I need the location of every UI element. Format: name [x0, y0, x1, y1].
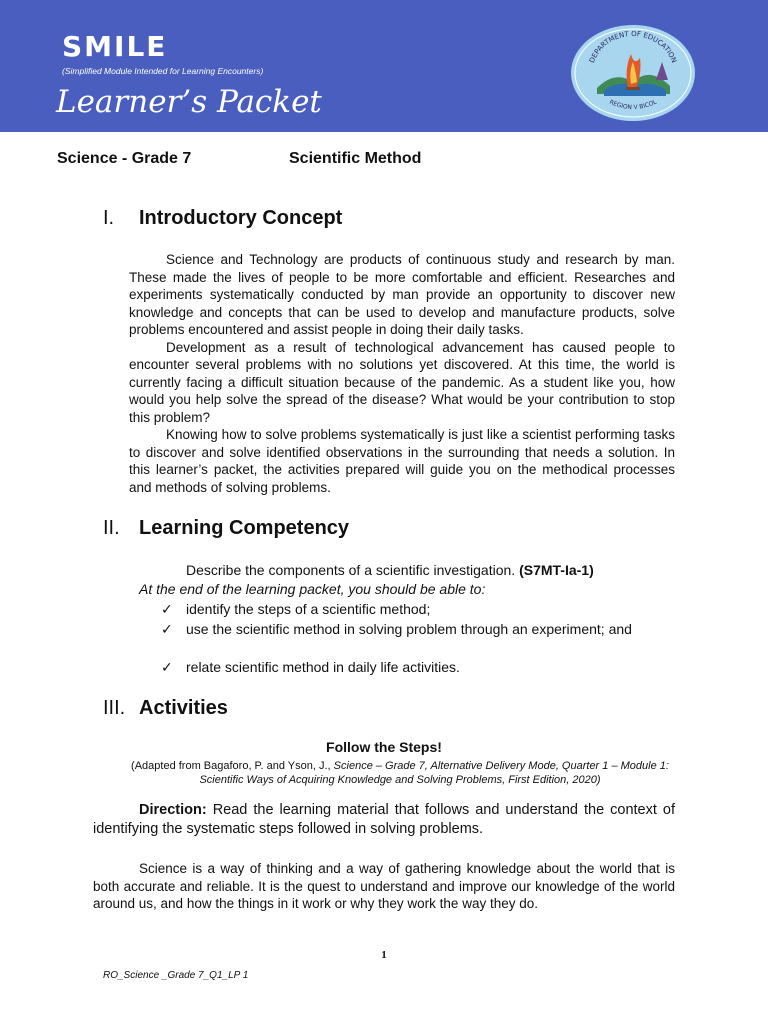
objective-item [161, 600, 675, 619]
objective-text: use the scientific method in solving problem through an experiment; and [186, 621, 632, 637]
citation-source: Science – Grade 7, Alternative Delivery Mode, Quarter 1 – Module 1: Scientific Ways of Acquiring Knowledge and Solving Problems, First Edition, 2020) [199, 760, 669, 786]
seal-text-bottom: REGION V BICOL [608, 98, 658, 112]
science-paragraph: Science is a way of thinking and a way of gathering knowledge about the world that is both accurate and reliable. It is the quest to understand and improve our knowledge of the world around us, and how the things in it work or why they work the way they do. [93, 861, 675, 911]
direction-text: Read the learning material that follows and understand the context of identifying the systematic steps followed in solving problems. [93, 802, 676, 837]
smile-logo-text: SMILE [62, 30, 168, 63]
objectives-intro: At the end of the learning packet, you should be able to: [139, 581, 486, 597]
citation-authors: (Adapted from Bagaforo, P. and Yson, J., [131, 760, 331, 772]
section-1-number: I. [103, 207, 115, 229]
subject-label: Science - Grade 7 [57, 150, 192, 167]
objective-item [161, 620, 675, 639]
intro-paragraph: Knowing how to solve problems systematically is just like a scientist performing tasks to discover and solve identified observations in the surrounding that needs a solution. In this learner’s packet, the activities prepared will guide you on the methodical processes and methods of solving problems. [129, 427, 675, 495]
activity-title: Follow the Steps! [326, 739, 442, 755]
direction-paragraph [93, 801, 675, 839]
section-3-heading: Activities [139, 697, 228, 719]
learners-packet-title: Learner’s Packet [56, 84, 322, 120]
objective-text: relate scientific method in daily life activities. [186, 659, 460, 675]
deped-region-v-seal-icon [570, 24, 696, 122]
introductory-concept-body [129, 251, 675, 496]
objective-text: identify the steps of a scientific method; [186, 601, 431, 617]
seal-text-top: DEPARTMENT OF EDUCATION [587, 29, 679, 65]
direction-label: Direction: [139, 802, 207, 818]
intro-paragraph: Development as a result of technological advancement has caused people to encounter several problems with no solutions yet discovered. At this time, the world is currently facing a difficult situation because of the pandemic. As a student like you, how would you help solve the spread of the disease? What would be your contribution to stop this problem? [129, 339, 675, 425]
section-2-number: II. [103, 517, 120, 539]
intro-paragraph: Science and Technology are products of continuous study and research by man. These made the lives of people to be more comfortable and efficient. Researches and experiments systematically conducted by man provide an opportunity to discover new knowledge and concepts that can be used to develop and manufacture products, solve problems encountered and assist people in doing their daily tasks. [129, 252, 675, 337]
section-3-number: III. [103, 697, 126, 719]
objective-item [161, 658, 675, 677]
section-2-heading: Learning Competency [139, 517, 350, 539]
topic-label: Scientific Method [289, 150, 422, 167]
competency-statement [186, 562, 594, 578]
competency-text: Describe the components of a scientific investigation. [186, 562, 516, 578]
section-1-heading: Introductory Concept [139, 207, 343, 229]
smile-subtitle: (Simplified Module Intended for Learning Encounters) [62, 66, 264, 76]
page-number: 1 [381, 949, 387, 961]
header-banner [0, 0, 768, 132]
checkmark-icon: ✓ [161, 659, 173, 675]
competency-code: (S7MT-Ia-1) [519, 562, 594, 578]
activity-source-citation [130, 759, 670, 787]
checkmark-icon: ✓ [161, 601, 173, 617]
checkmark-icon: ✓ [161, 621, 173, 637]
footer-code: RO_Science _Grade 7_Q1_LP 1 [103, 970, 249, 981]
